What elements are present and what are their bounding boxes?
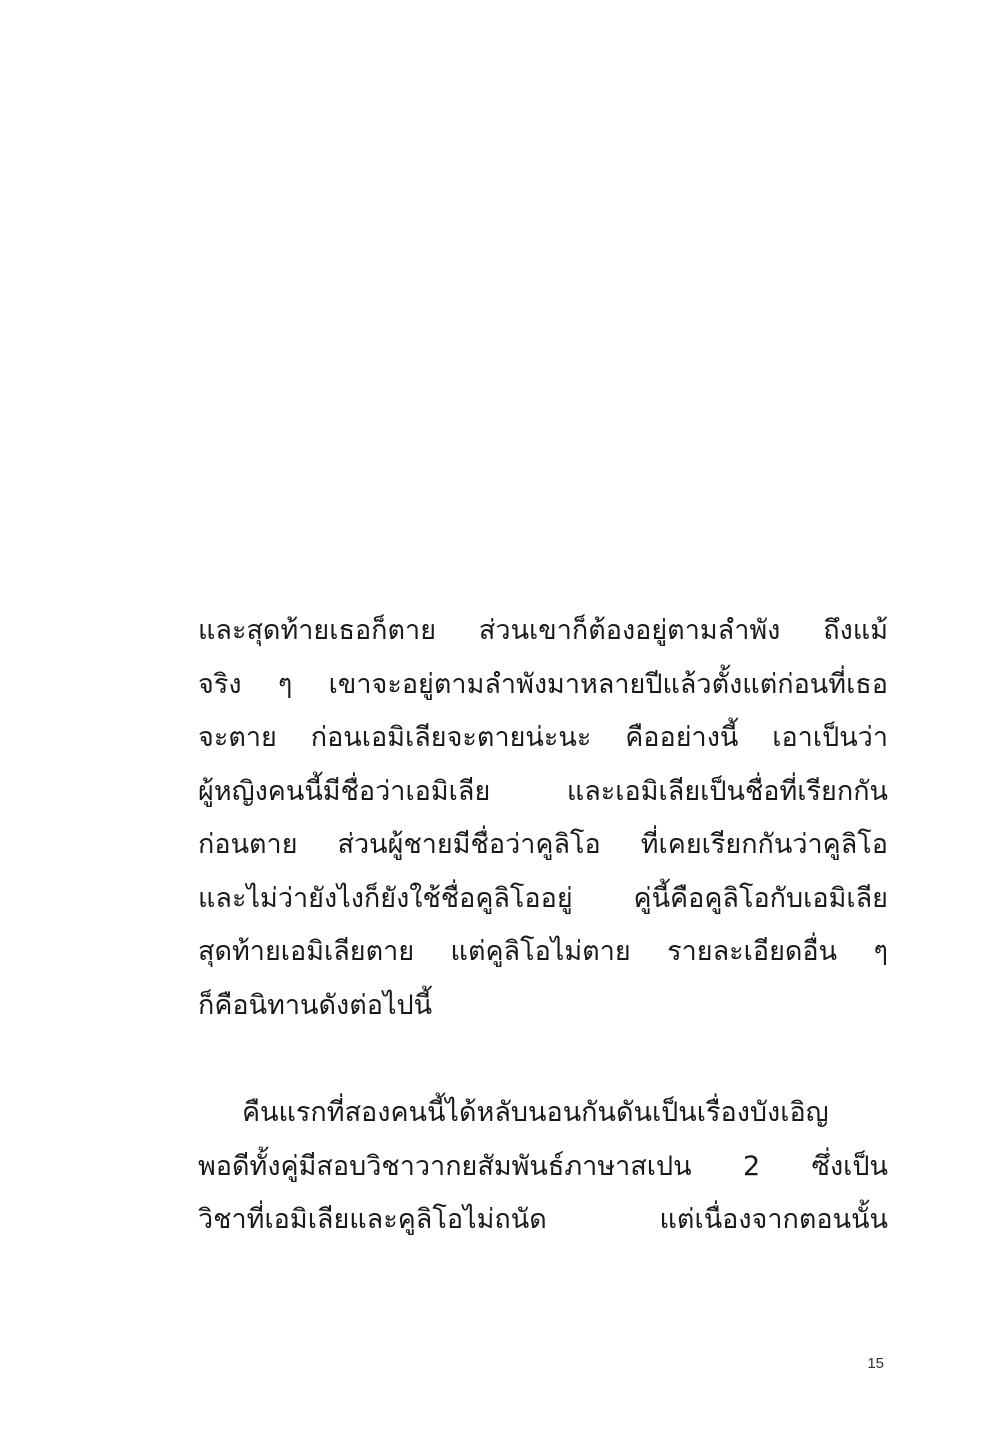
paragraph-line: จริง ๆ เขาจะอยู่ตามลำพังมาหลายปีแล้วตั้งแต่ก่อนที่เธอ — [198, 668, 888, 700]
paragraph-line: จะตาย ก่อนเอมิเลียจะตายน่ะนะ คืออย่างนี้ เอาเป็นว่า — [198, 722, 888, 753]
paragraph-line: ก็คือนิทานดังต่อไปนี้ — [198, 989, 433, 1021]
paragraph-2 — [198, 1086, 888, 1247]
paragraph-line: ผู้หญิงคนนี้มีชื่อว่าเอมิเลีย และเอมิเลียเป็นชื่อที่เรียกกัน — [198, 775, 888, 807]
paragraph-line: วิชาที่เอมิเลียและคูลิโอไม่ถนัด แต่เนื่องจากตอนนั้น — [198, 1204, 888, 1235]
paragraph-line: และสุดท้ายเธอก็ตาย ส่วนเขาก็ต้องอยู่ตามลำพัง ถึงแม้ — [198, 615, 888, 646]
paragraph-1 — [198, 604, 888, 1032]
paragraph-line: สุดท้ายเอมิเลียตาย แต่คูลิโอไม่ตาย รายละเอียดอื่น ๆ — [198, 936, 888, 967]
paragraph-line: และไม่ว่ายังไงก็ยังใช้ชื่อคูลิโออยู่ คู่นี้คือคูลิโอกับเอมิเลีย — [198, 882, 888, 914]
paragraph-line: พอดีทั้งคู่มีสอบวิชาวากยสัมพันธ์ภาษาสเปน 2 ซึ่งเป็น — [198, 1150, 888, 1182]
page-number: 15 — [867, 1355, 884, 1372]
paragraph-line: คืนแรกที่สองคนนี้ได้หลับนอนกันดันเป็นเรื่องบังเอิญ — [242, 1097, 829, 1128]
paragraph-line: ก่อนตาย ส่วนผู้ชายมีชื่อว่าคูลิโอ ที่เคยเรียกกันว่าคูลิโอ — [198, 829, 888, 860]
